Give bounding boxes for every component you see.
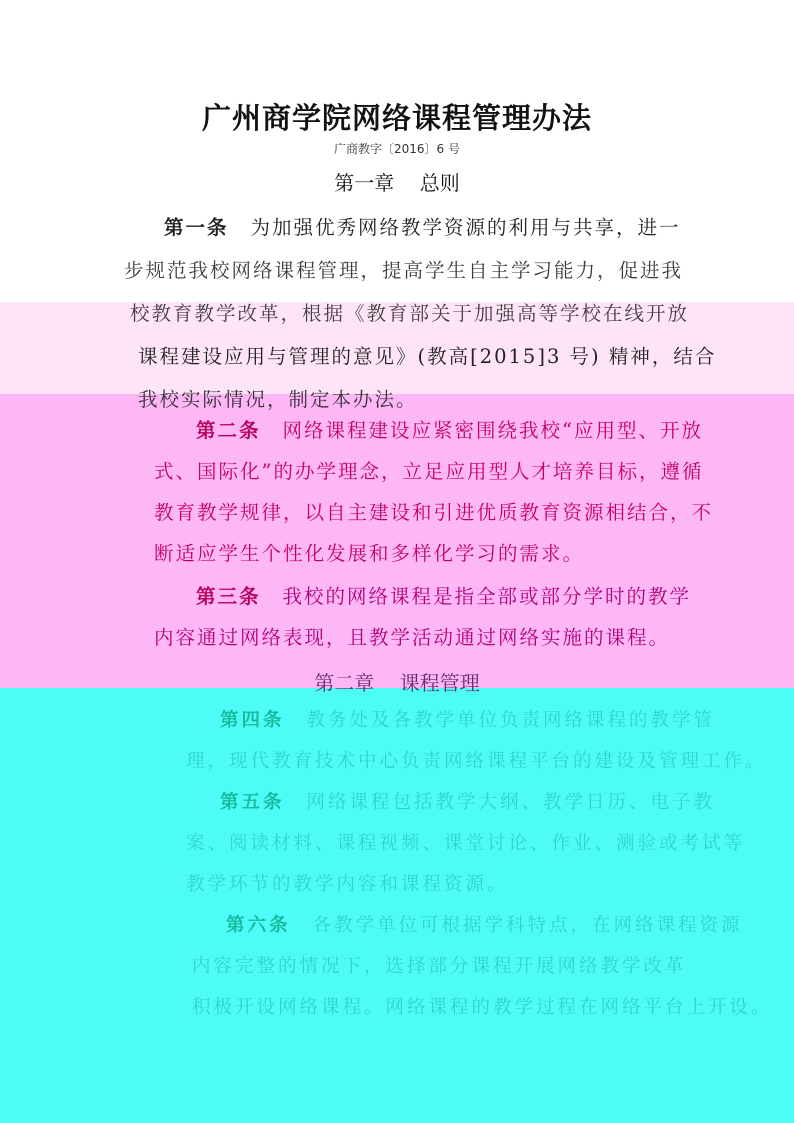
article-text: 我校的网络课程是指全部或部分学时的教学 bbox=[282, 585, 692, 608]
article-line bbox=[124, 206, 716, 249]
article-line: 理，现代教育技术中心负责网络课程平台的建设及管理工作。 bbox=[186, 751, 767, 772]
article-line: 内容完整的情况下，选择部分课程开展网络教学改革 bbox=[192, 956, 687, 977]
article-line: 式、国际化”的办学理念，立足应用型人才培养目标，遵循 bbox=[154, 460, 704, 483]
article-text: 为加强优秀网络教学资源的利用与共享，进一 bbox=[250, 216, 681, 239]
article-number: 第四条 bbox=[220, 710, 285, 731]
article-1 bbox=[124, 206, 716, 421]
article-2 bbox=[154, 410, 713, 574]
article-number: 第三条 bbox=[196, 585, 261, 608]
article-line bbox=[154, 576, 691, 617]
article-3 bbox=[154, 576, 691, 658]
article-line: 课程建设应用与管理的意见》(教高[2015]3 号) 精神，结合 bbox=[138, 345, 717, 368]
article-6 bbox=[192, 905, 773, 1028]
article-number: 第二条 bbox=[196, 419, 261, 442]
chapter-heading-1: 第一章 总则 bbox=[334, 171, 460, 195]
document-title: 广州商学院网络课程管理办法 bbox=[201, 101, 592, 135]
article-line: 校教育教学改革，根据《教育部关于加强高等学校在线开放 bbox=[130, 302, 690, 325]
article-text: 各教学单位可根据学科特点，在网络课程资源 bbox=[312, 915, 743, 936]
article-line: 案、阅读材料、课程视频、课堂讨论、作业、测验或考试等 bbox=[186, 833, 746, 854]
article-line bbox=[186, 700, 767, 741]
article-line: 我校实际情况，制定本办法。 bbox=[138, 388, 418, 411]
article-line: 步规范我校网络课程管理，提高学生自主学习能力，促进我 bbox=[124, 259, 684, 282]
article-line: 教育教学规律，以自主建设和引进优质教育资源相结合，不 bbox=[154, 501, 714, 524]
article-number: 第六条 bbox=[226, 915, 291, 936]
article-number: 第一条 bbox=[164, 216, 229, 239]
article-number: 第五条 bbox=[220, 792, 285, 813]
article-text: 网络课程包括教学大纲、教学日历、电子教 bbox=[306, 792, 716, 813]
article-5 bbox=[186, 782, 745, 905]
article-line: 教学环节的教学内容和课程资源。 bbox=[186, 874, 509, 895]
document-number: 广商教字〔2016〕6 号 bbox=[334, 142, 460, 156]
article-line: 断适应学生个性化发展和多样化学习的需求。 bbox=[154, 542, 585, 565]
article-line bbox=[154, 410, 713, 451]
article-4 bbox=[186, 700, 767, 782]
article-line: 内容通过网络表现，且教学活动通过网络实施的课程。 bbox=[154, 626, 671, 649]
article-line bbox=[192, 905, 773, 946]
article-text: 网络课程建设应紧密围绕我校“应用型、开放 bbox=[282, 419, 703, 442]
chapter-heading-2: 第二章 课程管理 bbox=[314, 671, 480, 695]
article-text: 教务处及各教学单位负责网络课程的教学管 bbox=[306, 710, 716, 731]
article-line: 积极开设网络课程。网络课程的教学过程在网络平台上开设。 bbox=[192, 997, 773, 1018]
article-line bbox=[186, 782, 745, 823]
